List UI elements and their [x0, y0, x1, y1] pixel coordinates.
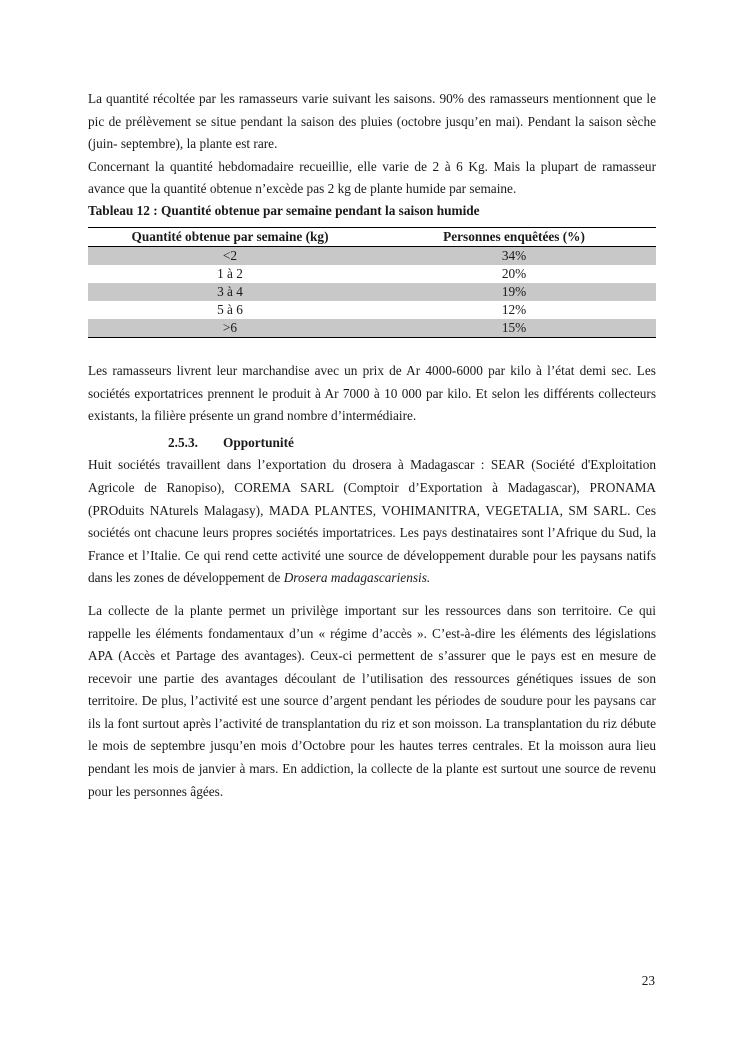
table-cell-quantity: 3 à 4 — [88, 283, 372, 301]
table-cell-percent: 19% — [372, 283, 656, 301]
table-caption: Tableau 12 : Quantité obtenue par semaine pendant la saison humide — [88, 202, 480, 218]
paragraph-access-regime: La collecte de la plante permet un privilège important sur les ressources dans son territoire. Ce qui rappelle les éléments fondamentaux d’un « régime d’accès ». C’est-à-dire les éléments des législations APA (Accès et Partage des avantages). Ceux-ci permettent de s’assurer que le pays est en mesure de recevoir une partie des avantages découlant de l’utilisation des ressources génétiques issues de son territoire. De plus, l’activité est une source d’argent pendant les périodes de soudure pour les paysans car ils la font surtout après l’activité de transplantation du riz et son moisson. La transplantation du riz débute le mois de septembre jusqu’en mois d’Octobre pour les hautes terres centrales. Et la moisson aura lieu pendant les mois de janvier à mars. En addiction, la collecte de la plante est surtout une source de revenu pour les personnes âgées. — [88, 602, 656, 799]
table-header-row — [88, 227, 656, 246]
table-row — [88, 283, 656, 301]
table-cell-quantity: 5 à 6 — [217, 301, 243, 317]
table-cell-percent: 34% — [372, 246, 656, 265]
table-cell-quantity: >6 — [88, 319, 372, 338]
table-row — [88, 319, 656, 338]
page-number: 23 — [641, 973, 655, 988]
quantity-table — [88, 227, 656, 338]
section-heading — [88, 432, 656, 455]
species-name: Drosera madagascariensis. — [283, 570, 431, 586]
table-cell-percent: 15% — [372, 319, 656, 338]
document-page — [88, 88, 656, 803]
table-cell-quantity: 1 à 2 — [217, 265, 243, 281]
table-row — [88, 246, 656, 265]
section-number: 2.5.3. — [168, 434, 198, 450]
table-row — [88, 301, 656, 319]
opportunity-text: Huit sociétés travaillent dans l’exportation du drosera à Madagascar : SEAR (Société d'Exploitation Agricole de Ranopiso), COREMA SARL (Comptoir d’Exportation à Madagascar), PRONAMA (PROduits NAturels Malagasy), MADA PLANTES, VOHIMANITRA, VEGETALIA, SM SARL. Ces sociétés ont chacune leurs propres sociétés importatrices. Les pays destinataires sont l’Afrique du Sud, la France et l’Italie. Ce qui rend cette activité une source de développement durable pour les paysans natifs dans les zones de développement de — [88, 457, 656, 586]
paragraph-weekly-quantity: Concernant la quantité hebdomadaire recueillie, elle varie de 2 à 6 Kg. Mais la plupart de ramasseur avance que la quantité obtenue n’excède pas 2 kg de plante humide par semaine. — [88, 158, 656, 197]
table-cell-percent: 12% — [501, 301, 527, 317]
table-cell-quantity: <2 — [88, 246, 372, 265]
paragraph-prices: Les ramasseurs livrent leur marchandise avec un prix de Ar 4000-6000 par kilo à l’état demi sec. Les sociétés exportatrices prennent le produit à Ar 7000 à 10 000 par kilo. Et selon les différents collecteurs existants, la filière présente un grand nombre d’intermédiaire. — [88, 362, 656, 424]
paragraph-harvest-seasons: La quantité récoltée par les ramasseurs varie suivant les saisons. 90% des ramasseurs mentionnent que le pic de prélèvement se situe pendant la saison des pluies (octobre jusqu’en mai). Pendant la saison sèche (juin- septembre), la plante est rare. — [88, 91, 656, 152]
table-header-percent: Personnes enquêtées (%) — [372, 227, 656, 246]
table-cell-percent: 20% — [501, 265, 527, 281]
table-header-quantity: Quantité obtenue par semaine (kg) — [88, 227, 372, 246]
paragraph-opportunity — [88, 454, 656, 590]
section-title: Opportunité — [223, 434, 294, 450]
table-row — [88, 265, 656, 283]
